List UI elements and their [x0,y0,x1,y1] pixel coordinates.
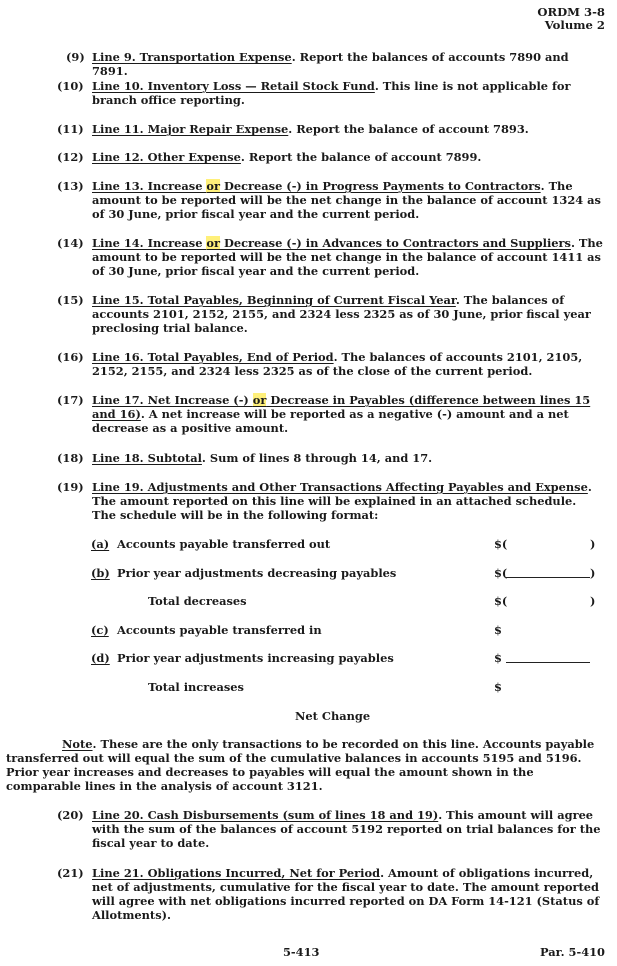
item-text: . The amount reported on this line will be explained in an attached schedule. The schedule will be in the following format: [92,480,592,522]
schedule-amount: $( [494,537,508,551]
volume-label: Volume 2 [544,18,605,32]
item-number: (13) [57,179,84,193]
schedule-letter: (b) [91,566,110,580]
schedule-row [0,537,617,551]
item-text: . Report the balance of account 7899. [240,150,482,164]
schedule-total-label: Total increases [148,680,244,694]
item-title: Line 15. Total Payables, Beginning of Current Fiscal Year [92,293,456,307]
schedule-label: Prior year adjustments increasing payables [117,651,394,665]
schedule-row [0,680,617,694]
schedule-label: Accounts payable transferred out [117,537,331,551]
item-number: (12) [57,150,84,164]
item-number: (14) [57,236,84,250]
schedule-row [0,623,617,637]
item-text: . This amount will agree with the sum of the balances of account 5192 reported on trial balances for the fiscal year to date. [92,808,601,850]
item-title: Line 10. Inventory Loss — Retail Stock Fund [92,79,375,93]
item-text: . The amount to be reported will be the net change in the balance of account 1411 as of 30 June, prior fiscal year and the current period. [92,236,603,278]
schedule-amount: $( [494,594,508,608]
schedule-close: ) [590,537,596,551]
item-title: Line 18. Subtotal [92,451,202,465]
item-text: . The balances of accounts 2101, 2152, 2155, and 2324 less 2325 as of 30 June, prior fiscal year preclosing trial balance. [92,293,591,335]
schedule-letter: (a) [91,537,110,551]
schedule-close: ) [590,594,596,608]
amount-blank-line [506,566,590,578]
item-number: (11) [57,122,84,136]
item-number: (21) [57,866,84,880]
schedule-amount: $( [494,566,508,580]
schedule-letter: (c) [91,623,109,637]
item-title: Line 21. Obligations Incurred, Net for Period [92,866,381,880]
item-title: Line 17. Net Increase (-) or Decrease in Payables (difference between lines 15 and 16) [92,393,591,421]
item-title: Line 12. Other Expense [92,150,241,164]
note-label: Note [62,737,93,751]
item-number: (20) [57,808,84,822]
item-number: (10) [57,79,84,93]
item-text: . Report the balances of accounts 7890 and 7891. [92,50,569,78]
document-header [537,6,605,32]
item-title: Line 13. Increase or Decrease (-) in Progress Payments to Contractors [92,179,541,193]
highlight: or [206,236,221,250]
schedule-amount: $ [494,680,502,694]
schedule-total-label: Total decreases [148,594,247,608]
paragraph-ref: Par. 5-410 [540,945,605,959]
schedule-amount: $ [494,623,502,637]
item-text: . This line is not applicable for branch office reporting. [92,79,571,107]
amount-blank-line [506,651,590,663]
item-title: Line 16. Total Payables, End of Period [92,350,334,364]
item-number: (15) [57,293,84,307]
item-number: (19) [57,480,84,494]
item-text: . The amount to be reported will be the net change in the balance of account 1324 as of 30 June, prior fiscal year and the current period. [92,179,601,221]
highlight: or [206,179,221,193]
item-text: . Report the balance of account 7893. [288,122,529,136]
item-text: . The balances of accounts 2101, 2105, 2152, 2155, and 2324 less 2325 as of the close of the current period. [92,350,583,378]
schedule-amount: $ [494,651,502,665]
item-number: (16) [57,350,84,364]
note-text: . These are the only transactions to be recorded on this line. Accounts payable transferred out will equal the sum of the cumulative balances in accounts 5195 and 5196. Prior year increases and decreases to payables will equal the amount shown in the comparable lines in the analysis of account 3121. [6,737,595,793]
item-title: Line 11. Major Repair Expense [92,122,289,136]
note-paragraph [6,737,609,793]
item-text: . A net increase will be reported as a negative (-) amount and a net decrease as a positive amount. [92,407,569,435]
schedule-row [0,566,617,580]
schedule-row [0,651,617,665]
schedule-close: ) [590,566,596,580]
item-text: . Amount of obligations incurred, net of adjustments, cumulative for the fiscal year to date. The amount reported will agree with net obligations incurred reported on DA Form 14-121 (Status of Allotments). [92,866,600,922]
page-number: 5-413 [283,945,320,959]
item-text: . Sum of lines 8 through 14, and 17. [201,451,433,465]
item-number: (18) [57,451,84,465]
item-title: Line 14. Increase or Decrease (-) in Advances to Contractors and Suppliers [92,236,571,250]
schedule-label: Prior year adjustments decreasing payables [117,566,397,580]
item-title: Line 9. Transportation Expense [92,50,292,64]
item-title: Line 19. Adjustments and Other Transactions Affecting Payables and Expense [92,480,588,494]
schedule-label: Accounts payable transferred in [117,623,322,637]
schedule-row [0,594,617,608]
net-change-label: Net Change [295,709,371,723]
doc-id: ORDM 3-8 [537,5,605,19]
item-number: (17) [57,393,84,407]
item-title: Line 20. Cash Disbursements (sum of lines 18 and 19) [92,808,439,822]
highlight: or [252,393,267,407]
item-number: (9) [66,50,85,64]
schedule-letter: (d) [91,651,110,665]
